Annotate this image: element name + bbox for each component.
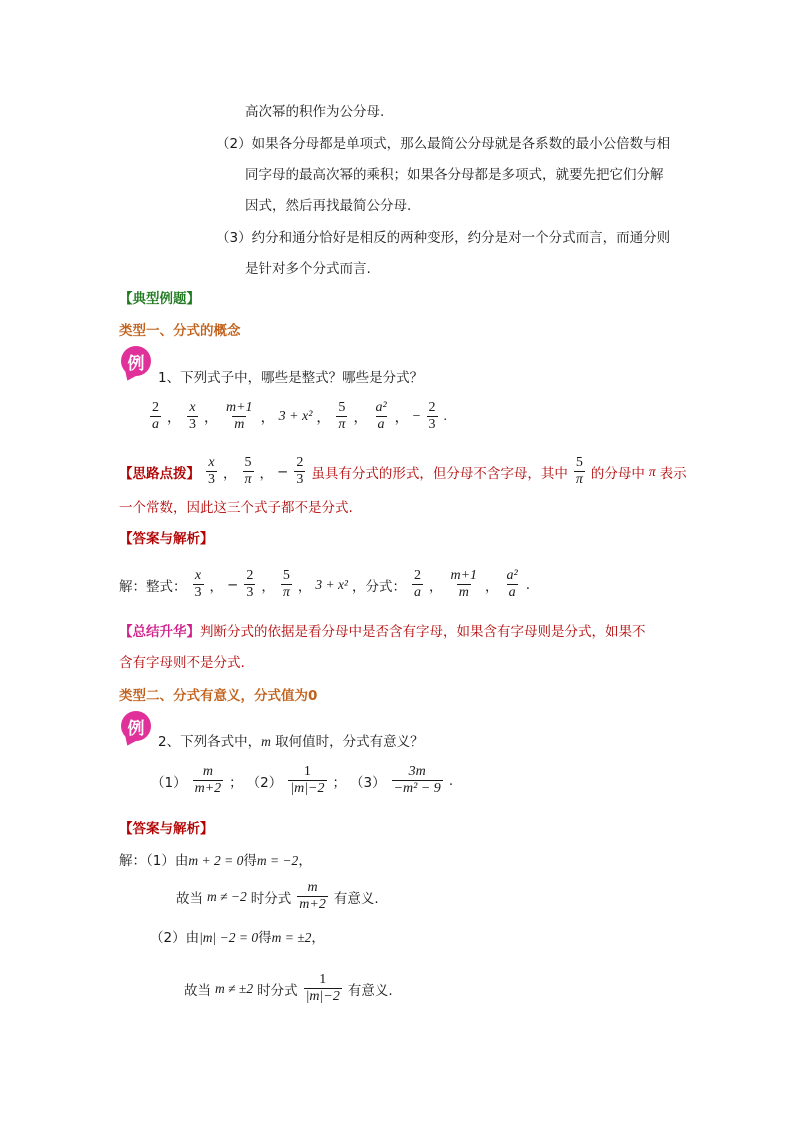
intro-line-5: （3）约分和通分恰好是相反的两种变形，约分是对一个分式而言，而通分则 xyxy=(216,230,671,246)
answer-label-1: 【答案与解析】 xyxy=(119,531,214,547)
expr-3-plus-x2: 3 + x² xyxy=(278,408,313,424)
sol1-frac-5-over-pi: $\frac{5}{\pi}$ xyxy=(282,568,290,600)
frac-5-over-pi: $\frac{5}{\pi}$ xyxy=(338,400,346,432)
intro-line-4: 因式，然后再找最简公分母. xyxy=(245,198,412,214)
q1-expressions: $\frac{2}{a}$ ， $\frac{x}{3}$ ， $\frac{m+1}{m}$ ， 3 + x² ， $\frac{5}{\pi}$ ， $\frac{\text{a²}}{a}$ ， − $\frac{2}{3}$ . xyxy=(152,400,448,432)
intro-line-6: 是针对多个分式而言. xyxy=(245,261,371,277)
answer-label-2: 【答案与解析】 xyxy=(119,821,214,837)
intro-line-2: （2）如果各分母都是单项式，那么最简公分母就是各系数的最小公倍数与相 xyxy=(216,136,671,152)
examples-header: 【典型例题】 xyxy=(119,291,200,307)
hint-line-2: 一个常数，因此这三个式子都不是分式. xyxy=(119,500,353,516)
hint-frac-2-over-3: $\frac{2}{3}$ xyxy=(296,455,304,487)
intro-line-1: 高次幂的积作为公分母. xyxy=(245,104,385,120)
solution-2-line-1: 解：（1）由m + 2 = 0得m = −2， xyxy=(119,853,312,869)
question-2: 2、下列各式中，m 取何值时，分式有意义？ xyxy=(158,734,424,750)
frac-2-over-3: $\frac{2}{3}$ xyxy=(428,400,436,432)
summary-label: 【总结升华】 xyxy=(119,624,200,640)
sol1-frac-x-over-3: $\frac{x}{3}$ xyxy=(194,568,202,600)
q2-parts: （1） $\frac{m}{m+2}$ ； （2） $\frac{1}{|m|-2}$ ； （3） $\frac{3m}{\text{−m² − 9}}$ . xyxy=(151,764,454,796)
solution-2-line-3: （2）由|m| −2 = 0得m = ±2， xyxy=(150,930,325,946)
sol2-frac-2: $\frac{1}{|m|-2}$ xyxy=(305,972,340,1004)
solution-2-line-2: 故当 m ≠ −2 时分式 $\frac{m}{m+2}$ 有意义. xyxy=(176,880,379,912)
hint-frac-5-over-pi: $\frac{5}{\pi}$ xyxy=(244,455,252,487)
question-1: 1、下列式子中，哪些是整式？哪些是分式？ xyxy=(158,370,424,386)
example-badge: 例 xyxy=(121,346,151,376)
hint-label: 【思路点拨】 xyxy=(119,465,200,482)
frac-2-over-a: $\frac{2}{a}$ xyxy=(152,400,159,432)
q2-frac-3: $\frac{3m}{\text{−m² − 9}}$ xyxy=(393,764,441,796)
sol1-frac-2-over-3: $\frac{2}{3}$ xyxy=(246,568,254,600)
intro-line-3: 同字母的最高次幂的乘积；如果各分母都是多项式，就要先把它们分解 xyxy=(245,167,664,183)
solution-2-line-4: 故当 m ≠ ±2 时分式 $\frac{1}{|m|-2}$ 有意义. xyxy=(184,972,393,1004)
hint-frac-x-over-3: $\frac{x}{3}$ xyxy=(208,455,215,487)
sol1-frac-a2-over-a: $\frac{\text{a²}}{a}$ xyxy=(506,568,518,600)
frac-a2-over-a: $\frac{\text{a²}}{a}$ xyxy=(375,400,387,432)
hint-line-1: 【思路点拨】 $\frac{x}{3}$ ， $\frac{5}{\pi}$ ， − $\frac{2}{3}$ 虽具有分式的形式，但分母不含字母，其中 $\frac{5}{\pi}$ 的分母中 π 表示 xyxy=(119,455,687,487)
frac-x-over-3: $\frac{x}{3}$ xyxy=(189,400,196,432)
hint-frac-5-over-pi-2: $\frac{5}{\pi}$ xyxy=(575,455,583,487)
sol1-frac-m1-over-m: $\frac{m+1}{m}$ xyxy=(450,568,478,600)
q2-frac-2: $\frac{1}{|m|-2}$ xyxy=(290,764,325,796)
type1-header: 类型一、分式的概念 xyxy=(119,323,241,339)
solution-1: 解：整式： $\frac{x}{3}$ ， − $\frac{2}{3}$ ， $\frac{5}{\pi}$ ， 3 + x² ，分式： $\frac{2}{a}$ ， $\frac{m+1}{m}$ ， $\frac{\text{a²}}{a}$ . xyxy=(119,568,531,600)
type2-header: 类型二、分式有意义，分式值为0 xyxy=(119,688,318,704)
q2-frac-1: $\frac{m}{m+2}$ xyxy=(194,764,222,796)
summary-line-1: 【总结升华】判断分式的依据是看分母中是否含有字母，如果含有字母则是分式，如果不 xyxy=(119,624,646,640)
sol1-frac-2-over-a: $\frac{2}{a}$ xyxy=(413,568,421,600)
summary-line-2: 含有字母则不是分式. xyxy=(119,655,245,671)
sol2-frac-1: $\frac{m}{m+2}$ xyxy=(299,880,326,912)
frac-m1-over-m: $\frac{m+1}{m}$ xyxy=(226,400,253,432)
example-badge-2: 例 xyxy=(121,711,151,741)
